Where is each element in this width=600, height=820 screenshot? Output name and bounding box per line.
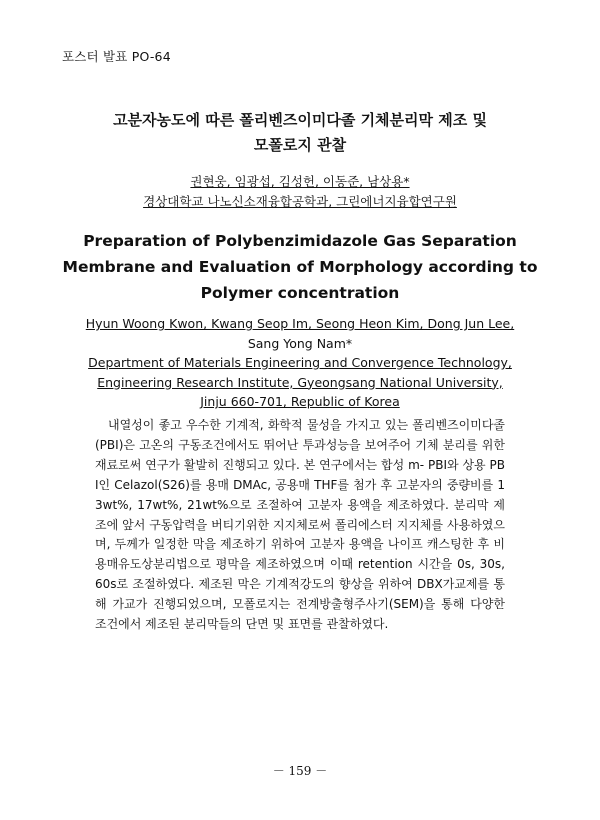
english-title (0, 228, 600, 306)
presentation-label: 포스터 발표 PO-64 (62, 49, 171, 64)
english-author-names-line-2: Sang Yong Nam* (247, 335, 353, 351)
english-affiliation-line-3: Jinju 660-701, Republic of Korea (200, 394, 400, 409)
korean-title-line-1: 고분자농도에 따른 폴리벤즈이미다졸 기체분리막 제조 및 (113, 111, 487, 129)
korean-affiliation: 경상대학교 나노신소재융합공학과, 그린에너지융합연구원 (143, 194, 457, 209)
korean-authors-block (0, 172, 600, 212)
abstract-body: 내열성이 좋고 우수한 기계적, 화학적 물성을 가지고 있는 폴리벤즈이미다졸(PBI)은 고온의 구동조건에서도 뛰어난 투과성능을 보여주어 기체 분리를 위한 재료로써 연구가 활발히 진행되고 있다. 본 연구에서는 합성 m- PBI와 상용 PBI인 Celazol(S26)를 용매 DMAc, 공용매 THF를 첨가 후 고분자의 중량비를 13wt%, 17wt%, 21wt%으로 조절하여 고분자 용액을 제조하였다. 분리막 제조에 앞서 구동압력을 버티기위한 지지체로써 폴리에스터 지지체를 사용하였으며, 두께가 일정한 막을 제조하기 위하여 고분자 용액을 나이프 캐스팅한 후 비용매유도상분리법으로 평막을 제조하였으며 이때 retention 시간을 0s, 30s, 60s로 조절하였다. 제조된 막은 기계적강도의 향상을 위하여 DBX가교제를 통해 가교가 진행되었으며, 모폴로지는 전계방출형주사기(SEM)을 통해 다양한 조건에서 제조된 분리막들의 단면 및 표면를 관찰하였다. (95, 418, 505, 632)
english-affiliation-line-2: Engineering Research Institute, Gyeongsang National University, (97, 374, 503, 390)
english-author-names-line-1: Hyun Woong Kwon, Kwang Seop Im, Seong Heon Kim, Dong Jun Lee, (85, 316, 515, 331)
page-number: － 159 － (272, 764, 328, 778)
english-affiliation-line-1: Department of Materials Engineering and Convergence Technology, (88, 355, 512, 370)
english-title-line-2: Membrane and Evaluation of Morphology according to (62, 258, 538, 276)
korean-author-names: 권현웅, 임광섭, 김성헌, 이동준, 남상용* (190, 174, 410, 189)
korean-title-line-2: 모폴로지 관찰 (253, 136, 347, 154)
english-authors-block (0, 314, 600, 412)
korean-title (0, 108, 600, 158)
english-title-line-1: Preparation of Polybenzimidazole Gas Separation (83, 232, 517, 250)
english-title-line-3: Polymer concentration (200, 284, 400, 302)
